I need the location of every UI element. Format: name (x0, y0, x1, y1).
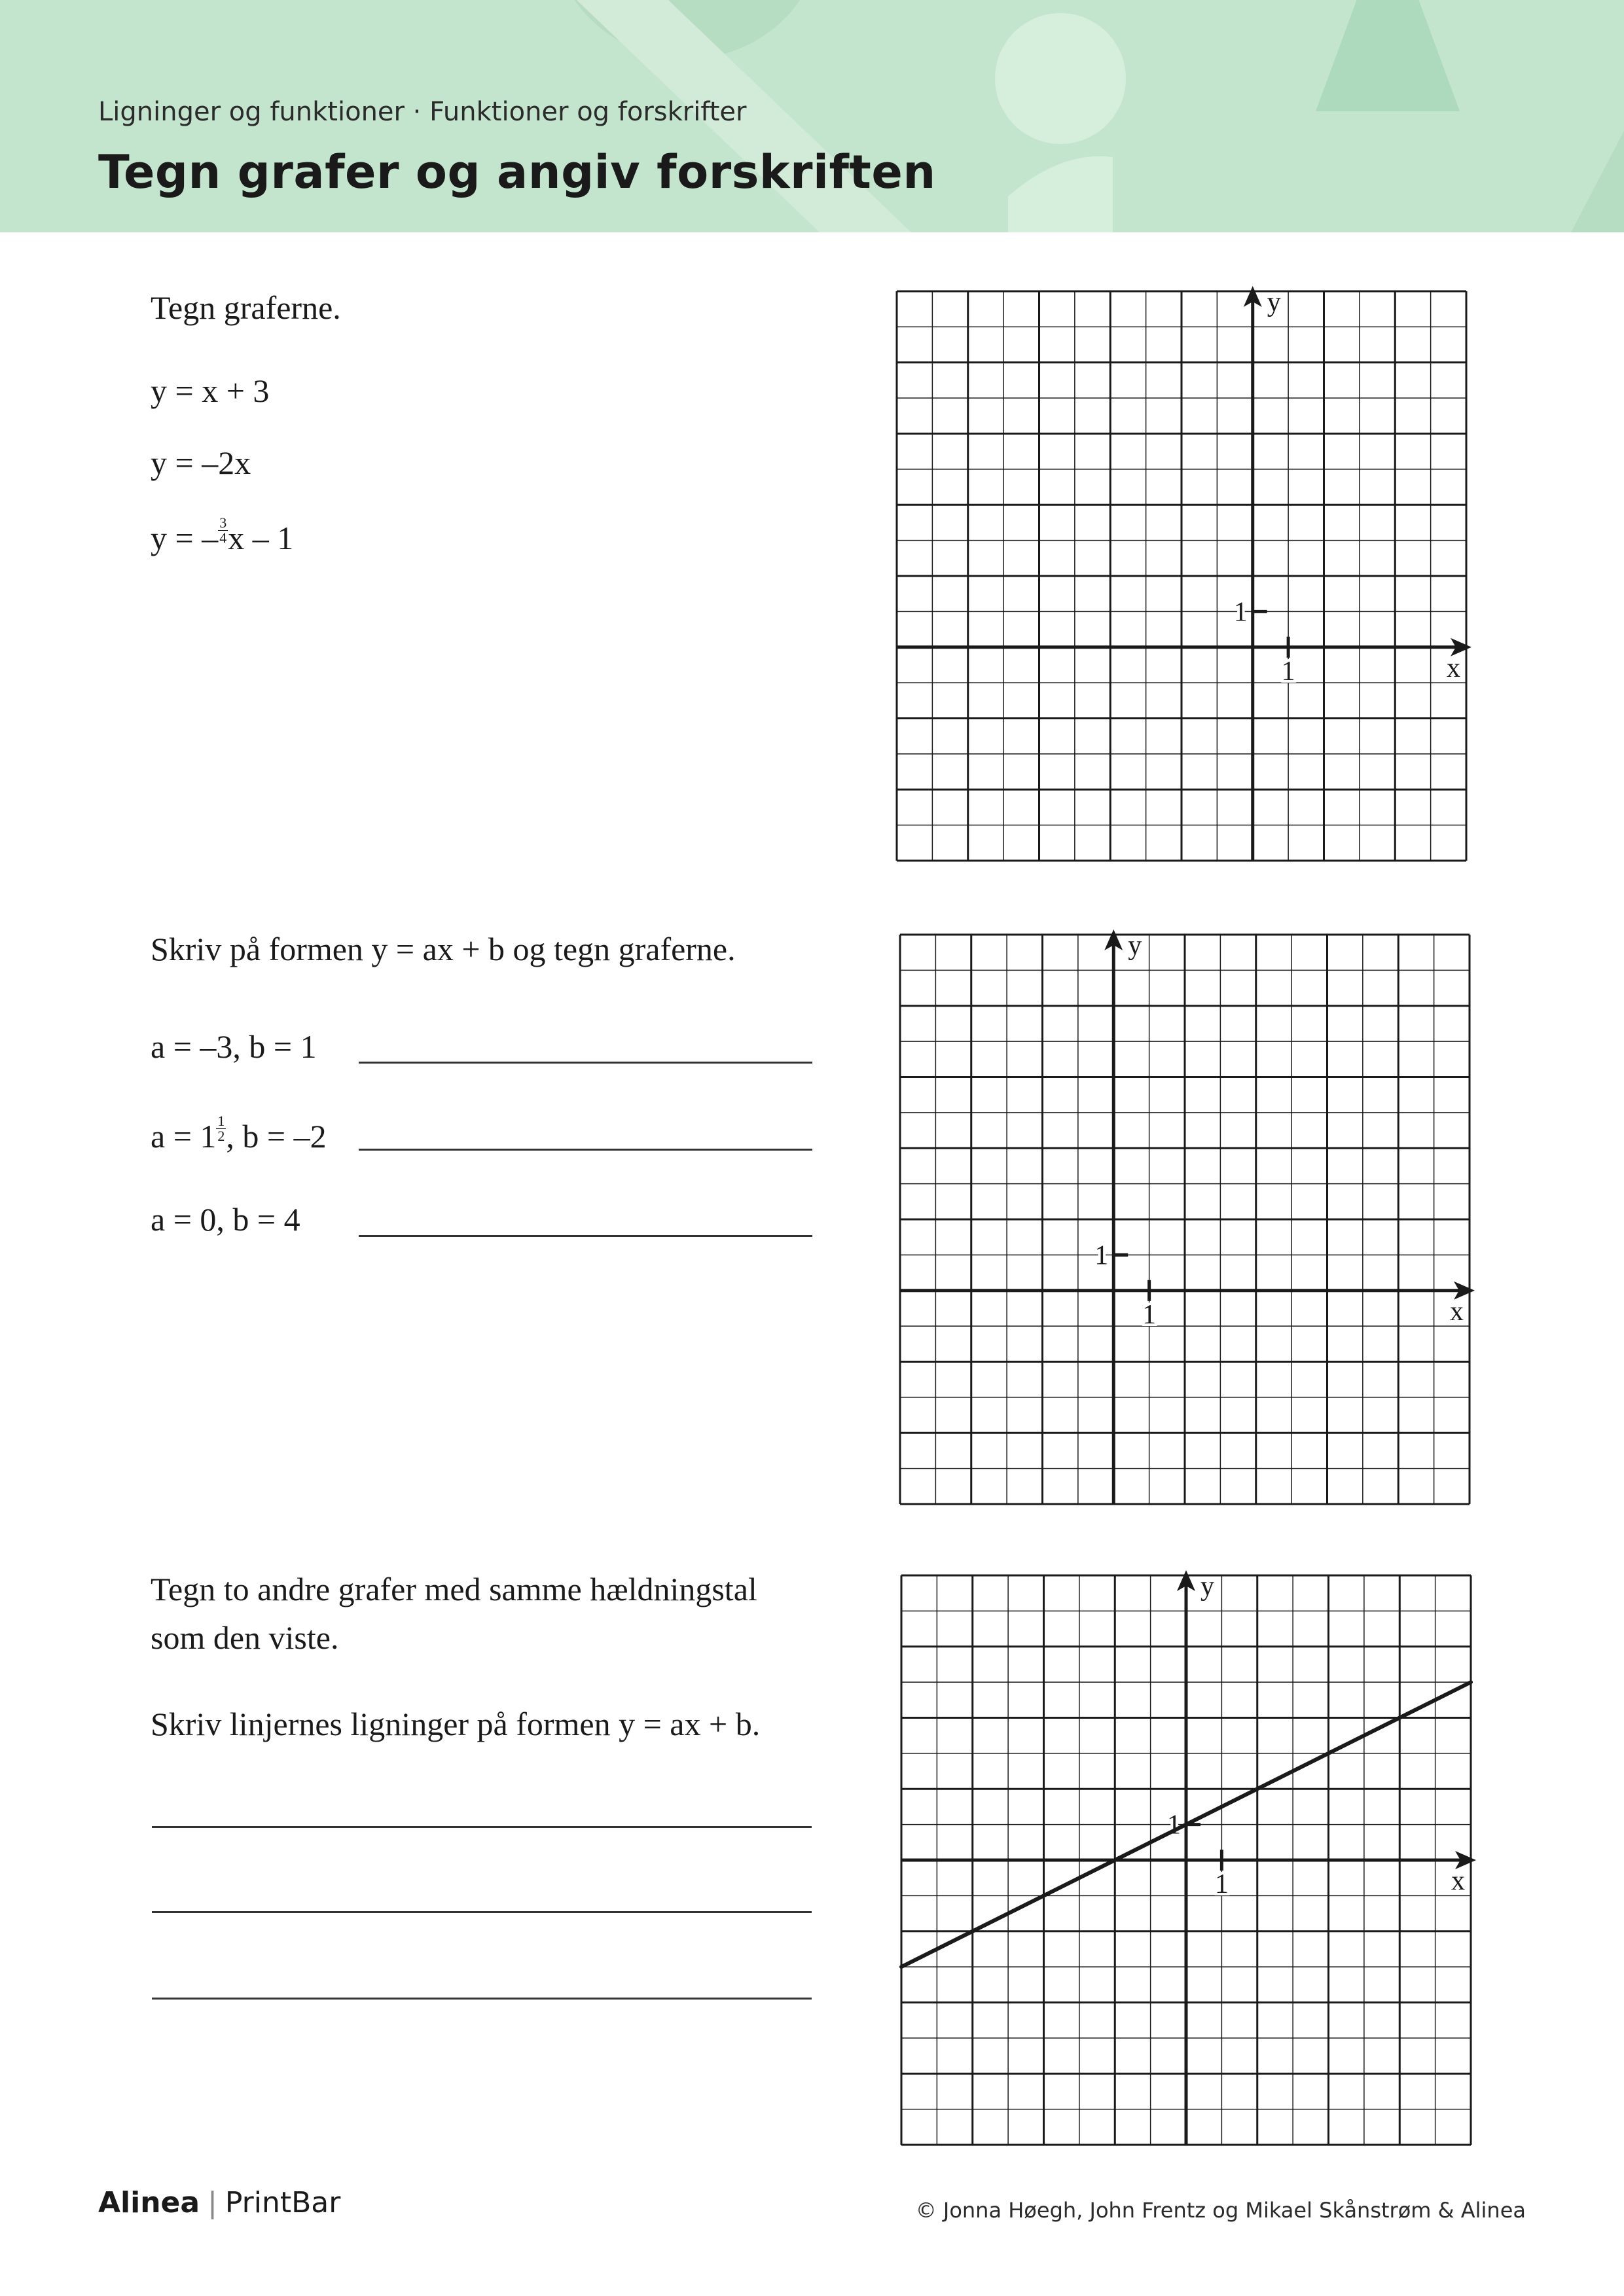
task3-instruction2: Skriv linjernes ligninger på formen y = ax + b. (151, 1706, 761, 1742)
parameter-row (151, 1200, 300, 1238)
parameter-row-text: a = 0, b = 4 (151, 1201, 300, 1238)
task2-instruction: Skriv på formen y = ax + b og tegn graferne. (151, 931, 736, 967)
task3-instruction-line2: som den viste. (151, 1619, 339, 1656)
header-subtitle: Ligninger og funktioner · Funktioner og forskrifter (98, 97, 747, 127)
answer-line[interactable] (359, 1149, 812, 1151)
answer-line[interactable] (359, 1062, 812, 1064)
equation-text: x – 1 (228, 520, 294, 556)
parameter-row (151, 1114, 327, 1155)
product-name: PrintBar (225, 2186, 341, 2219)
equation (151, 444, 251, 482)
parameter-row-text: , b = –2 (226, 1118, 327, 1155)
parameter-row-text: a = –3, b = 1 (151, 1028, 317, 1065)
equation (151, 372, 269, 410)
y-axis-label: y (1267, 287, 1281, 317)
task3-instruction-line1: Tegn to andre grafer med samme hældningstal (151, 1571, 757, 1607)
equation (151, 516, 293, 557)
header-banner (0, 0, 1624, 232)
x-axis-label: x (1450, 1296, 1464, 1327)
answer-line[interactable] (152, 1998, 812, 2000)
copyright: © Jonna Høegh, John Frentz og Mikael Skånstrøm & Alinea (915, 2198, 1526, 2223)
x-tick-label: 1 (1142, 1299, 1157, 1330)
x-axis-label: x (1447, 653, 1460, 683)
answer-line[interactable] (359, 1235, 812, 1237)
y-tick-label: 1 (1094, 1240, 1109, 1271)
page-title: Tegn grafer og angiv forskriften (98, 145, 936, 199)
answer-line[interactable] (152, 1911, 812, 1913)
task1-instruction: Tegn graferne. (151, 289, 341, 326)
fraction: $\frac{3}{4}$ (219, 514, 227, 546)
x-tick-label: 1 (1214, 1869, 1229, 1899)
footer-brand: Alinea | PrintBar (98, 2186, 341, 2219)
y-tick-label: 1 (1233, 597, 1248, 628)
parameter-row (151, 1028, 317, 1066)
fraction: $\frac{1}{2}$ (217, 1113, 225, 1144)
coordinate-grid-2[interactable] (893, 925, 1483, 1507)
equation-text: y = x + 3 (151, 372, 270, 409)
equation-text: y = – (151, 520, 219, 556)
y-axis-label: y (1128, 931, 1142, 961)
parameter-row-text: a = 1 (151, 1118, 217, 1155)
brand-logo: Alinea (98, 2186, 200, 2219)
coordinate-grid-3[interactable] (895, 1566, 1484, 2148)
y-tick-label: 1 (1167, 1810, 1181, 1840)
x-tick-label: 1 (1281, 656, 1295, 687)
coordinate-grid-1[interactable] (890, 281, 1479, 864)
equation-text: y = –2x (151, 444, 251, 481)
x-axis-label: x (1451, 1866, 1465, 1896)
y-axis-label: y (1200, 1571, 1214, 1602)
answer-line[interactable] (152, 1826, 812, 1828)
